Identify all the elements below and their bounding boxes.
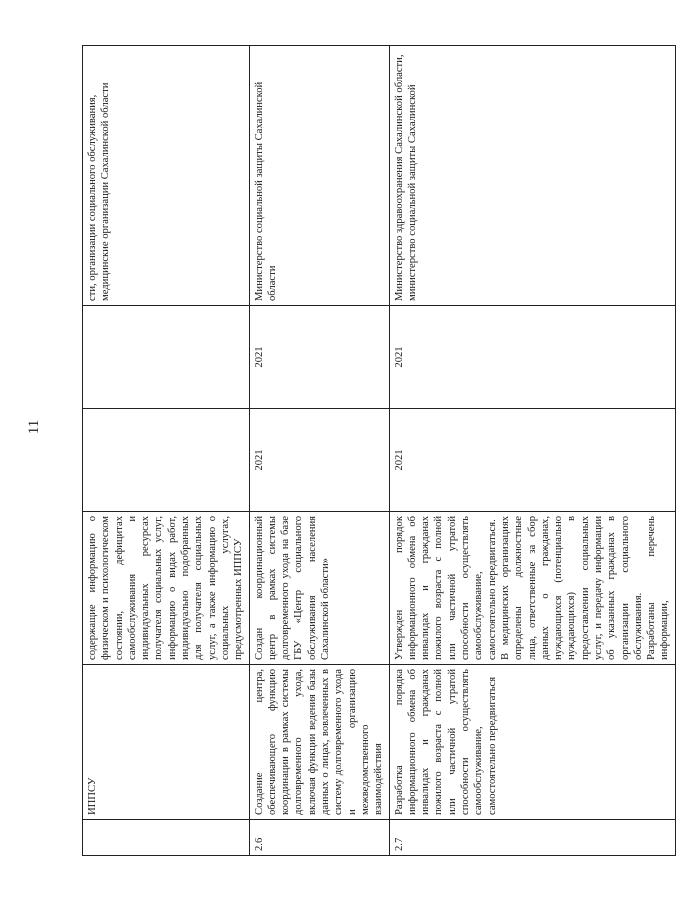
table-row (249, 46, 389, 856)
start-year-cell: 2021 (389, 409, 675, 512)
item-number-cell: 2.6 (249, 820, 389, 856)
page-number: 11 (26, 419, 42, 435)
table-row (83, 46, 250, 856)
measure-cell: Разработка порядка информационного обмена об инвалидах и гражданах пожилого возраста с полной или частичной утратой способности осуществлять самообслуживание, самостоятельно передвигаться (389, 665, 675, 820)
responsible-cell: Министерство социальной защиты Сахалинской области (249, 46, 389, 306)
rotated-page-content (82, 46, 671, 856)
result-cell: Утвержден порядок информационного обмена об инвалидах и гражданах пожилого возраста с полной или частичной утратой способности осуществлять самообслуживание, самостоятельно передвигаться. В медицинских организациях определены должностные лица, ответственные за сбор данных о гражданах, нуждающихся (потенциально нуждающихся) в предоставлении социальных услуг, и передачу информации об указанных гражданах в организации социального обслуживания. Разработаны перечень информации, (389, 512, 675, 665)
start-year-cell: 2021 (249, 409, 389, 512)
result-cell: содержащие информацию о физическом и психологическом состоянии, дефицитах самообслуживания и индивидуальных ресурсах получателя социальных услуг, информацию о видах работ, индивидуально подобранных для получателя социальных услуг, а также информацию о социальных услугах, предусмотренных ИППСУ (83, 512, 250, 665)
result-cell: Создан координационный центр в рамках системы долговременного ухода на базе ГБУ «Центр социального обслуживания населения Сахалинской области» (249, 512, 389, 665)
table-row (389, 46, 675, 856)
item-number-cell: 2.7 (389, 820, 675, 856)
responsible-cell: Министерство здравоохранения Сахалинской области, министерство социальной защиты Сахалинской (389, 46, 675, 306)
measure-cell: ИППСУ (83, 665, 250, 820)
responsible-cell: сти, организации социального обслуживания, медицинские организации Сахалинской области (83, 46, 250, 306)
end-year-cell: 2021 (249, 306, 389, 409)
measure-cell: Создание центра, обеспечивающего функцию координации в рамках системы долговременного ухода, включая функции ведения базы данных о лицах, вовлеченных в систему долговременного ухода и организацию межведомственного взаимодействия (249, 665, 389, 820)
end-year-cell (83, 306, 250, 409)
start-year-cell (83, 409, 250, 512)
end-year-cell: 2021 (389, 306, 675, 409)
item-number-cell (83, 820, 250, 856)
action-plan-table (82, 45, 676, 856)
